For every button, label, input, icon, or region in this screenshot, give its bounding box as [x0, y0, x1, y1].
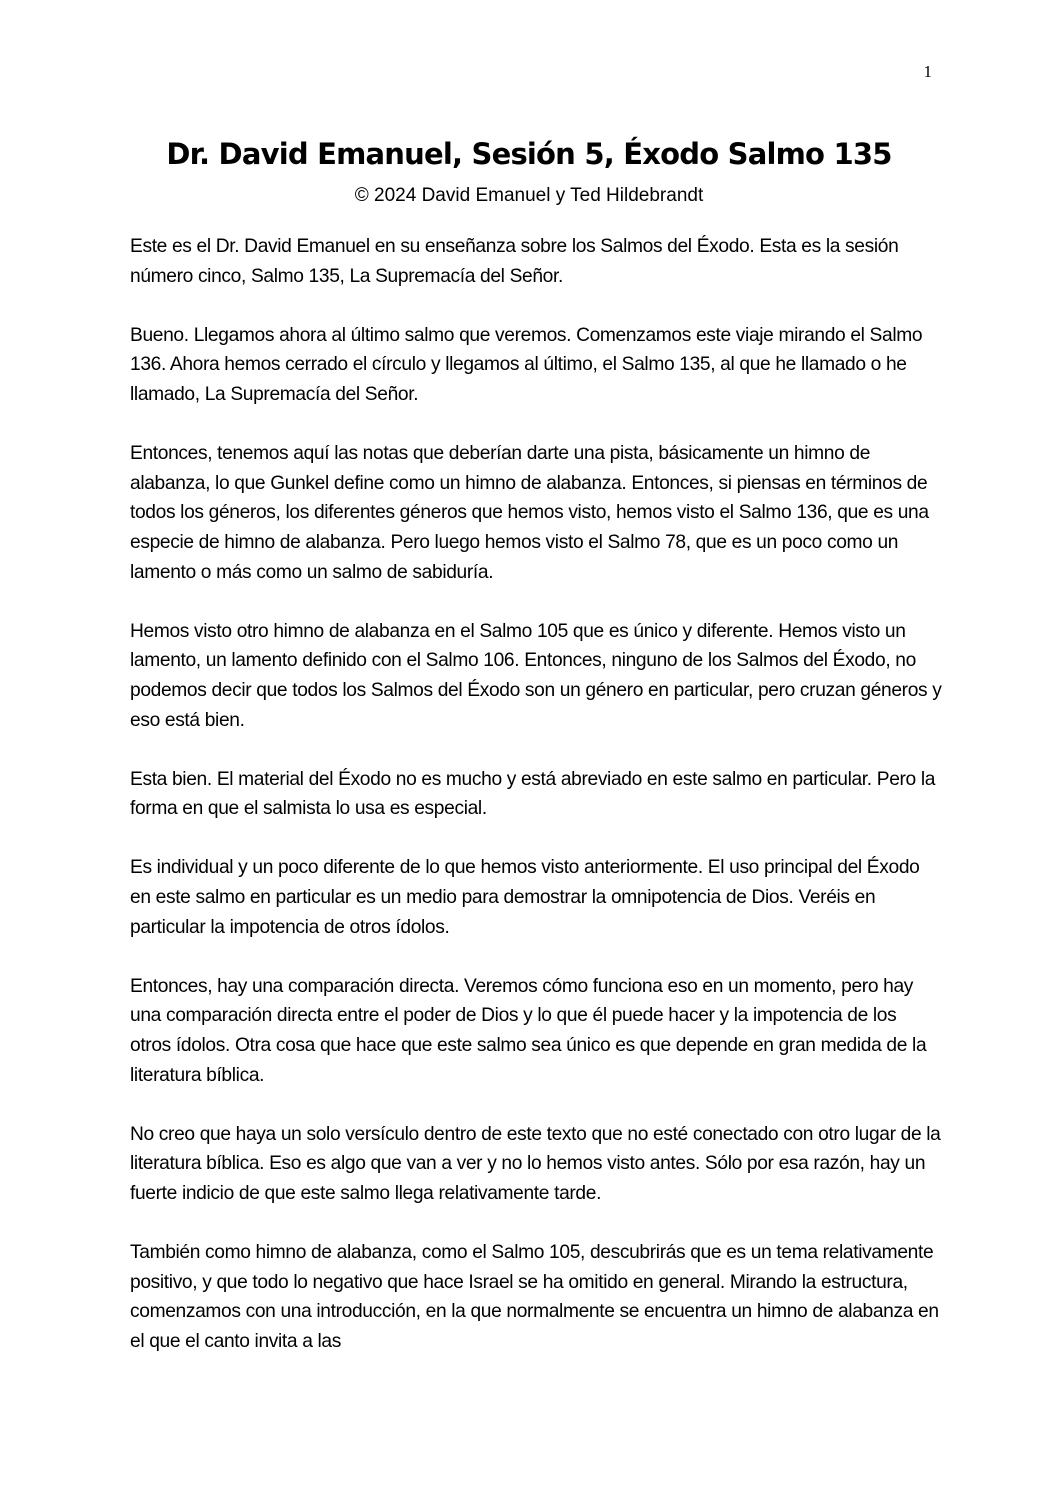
paragraph: Este es el Dr. David Emanuel en su enseñanza sobre los Salmos del Éxodo. Esta es la sesión número cinco, Salmo 135, La Supremacía del Señor.	[130, 236, 899, 287]
paragraph: Es individual y un poco diferente de lo que hemos visto anteriormente. El uso principal del Éxodo en este salmo en particular es un medio para demostrar la omnipotencia de Dios. Veréis en particular la impotencia de otros ídolos.	[130, 857, 920, 938]
paragraph: Entonces, hay una comparación directa. Veremos cómo funciona eso en un momento, pero hay una comparación directa entre el poder de Dios y lo que él puede hacer y la impotencia de los otros ídolos. Otra cosa que hace que este salmo sea único es que depende en gran medida de la literatura bíblica.	[130, 975, 927, 1086]
page-number: 1	[923, 62, 932, 81]
paragraph: Entonces, tenemos aquí las notas que deberían darte una pista, básicamente un himno de alabanza, lo que Gunkel define como un himno de alabanza. Entonces, si piensas en términos de todos los géneros, los diferentes géneros que hemos visto, hemos visto el Salmo 136, que es una especie de himno de alabanza. Pero luego hemos visto el Salmo 78, que es un poco como un lamento o más como un salmo de sabiduría.	[130, 443, 929, 583]
paragraph: Hemos visto otro himno de alabanza en el Salmo 105 que es único y diferente. Hemos visto un lamento, un lamento definido con el Salmo 106. Entonces, ninguno de los Salmos del Éxodo, no podemos decir que todos los Salmos del Éxodo son un género en particular, pero cruzan géneros y eso está bien.	[130, 620, 942, 731]
document-title: Dr. David Emanuel, Sesión 5, Éxodo Salmo 135	[166, 137, 892, 171]
paragraph: Esta bien. El material del Éxodo no es mucho y está abreviado en este salmo en particular. Pero la forma en que el salmista lo usa es especial.	[130, 768, 936, 820]
paragraph: También como himno de alabanza, como el Salmo 105, descubrirás que es un tema relativamente positivo, y que todo lo negativo que hace Israel se ha omitido en general. Mirando la estructura, comenzamos con una introducción, en la que normalmente se encuentra un himno de alabanza en el que el canto invita a las	[130, 1242, 939, 1352]
document-body	[130, 232, 942, 1386]
copyright-line: © 2024 David Emanuel y Ted Hildebrandt	[354, 185, 704, 206]
paragraph: No creo que haya un solo versículo dentro de este texto que no esté conectado con otro lugar de la literatura bíblica. Eso es algo que van a ver y no lo hemos visto antes. Sólo por esa razón, hay un fuerte indicio de que este salmo llega relativamente tarde.	[130, 1123, 941, 1204]
paragraph: Bueno. Llegamos ahora al último salmo que veremos. Comenzamos este viaje mirando el Salmo 136. Ahora hemos cerrado el círculo y llegamos al último, el Salmo 135, al que he llamado o he llamado, La Supremacía del Señor.	[130, 324, 923, 405]
